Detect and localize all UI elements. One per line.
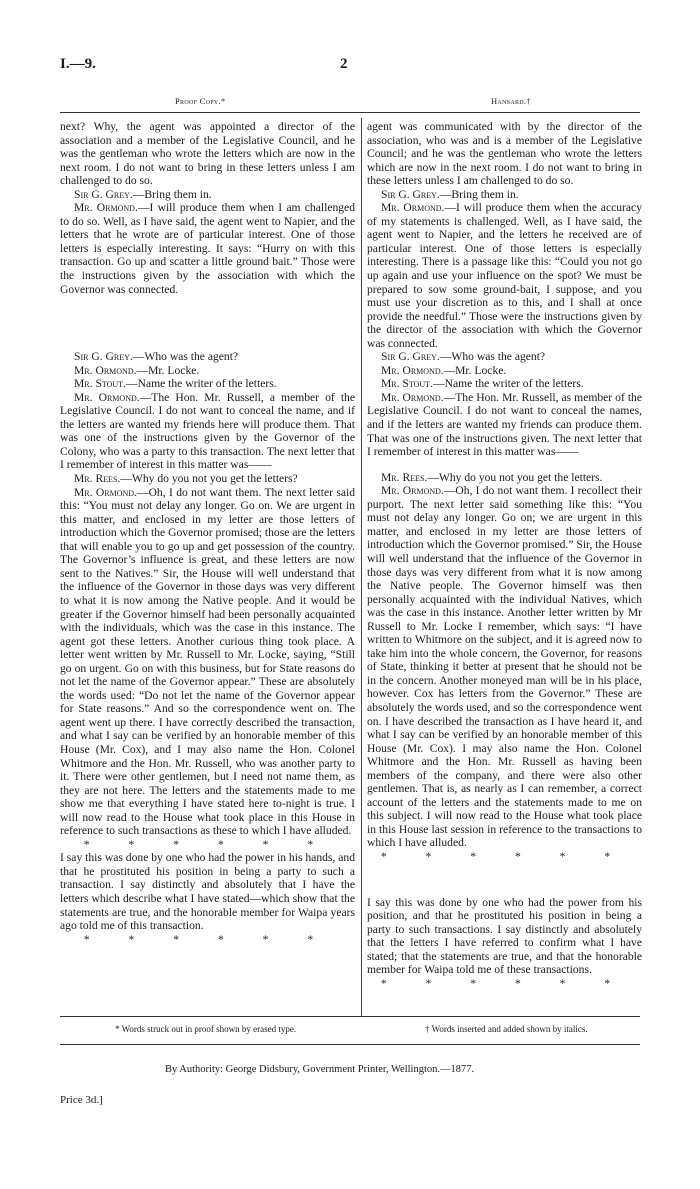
speaker: Mr. Ormond. [381,363,444,377]
right-paragraph [367,377,642,391]
speech: —Name the writer of the letters. [432,377,584,391]
speech: —Name the writer of the letters. [125,377,277,391]
speech: —Oh, I do not want them. I recollect their purport. The next letter said something like this: “You must not delay any longer. Go on; we are urgent in this matter, and enclosed in my letter are those letters of introduction which the Governor promised.” Sir, the House will well understand that the influence of the Governor in those days was very different from what it is now among the Native people. The Governor himself was then personally acquainted with the individual Natives, which was the case in this instance. Another letter written by Mr Russell to Mr. Locke I remember, which says: “I have written to Whitmore on the subject, and it is agreed now to take him into the whole concern, the Governor, for reasons of State, thinking it better at present that he should not be in the concern. Another moneyed man will be in his place, however. Cox has letters from the Governor.” These are absolutely the words used, and so the correspondence went on. I have described the transaction as I have heard it, and what I say can be verified by an honorable member of this House (Mr. Cox). I may also name the Hon. Colonel Whitmore and the Hon. Mr. Russell as having been members of the company, and there were also other gentlemen. That is, as nearly as I can remember, a correct account of the letters and the statements made to me on this subject. I will now read to the House what took place in this House last session in reference to the transactions to which I have alluded. [367,484,643,850]
ellipsis-stars: * * * * * * [83,837,332,851]
speaker: Mr. Ormond. [381,390,444,404]
left-paragraph: I say this was done by one who had the power in his hands, and that he prostituted his position in being a party to such a transaction. I say distinctly and absolutely that I have the letters which describe what I have stated—which show that the statements are true, and the honorable member for Waipa years ago told me of this transaction. [60,851,355,933]
right-paragraph: agent was communicated with by the director of the association, who was and is a member of the Legislative Council; and he was the gentleman who wrote the letters which are now in the next room. I do not want to bring in these letters unless I am challenged to do so. [367,120,642,188]
speech: —Oh, I do not want them. The next letter said this: “You must not delay any longer. Go on. We are urgent in this matter, and enclosed in my letter are those letters of introduction which the Governor promised; those are the letters that will enable you to go up and get possession of the country. The Governor’s influence is great, and these letters are now sent to the Natives.” Sir, the House will well understand that the influence of the Governor in those days was very different to what it is now among the Native people. And it would be greater if the Governor himself had been personally acquainted with the individuals, which was the case in this instance. The agent got these letters. Another curious thing took place. A letter went written by Mr. Russell to Mr. Locke, saying, “Still go on urgent. Go on with this business, but for State reasons do not let the name of the Governor appear.” These are absolutely the words used: “Do not let the name of the Governor appear for State reasons.” And so the correspondence went on. The agent went up there. I have correctly described the transaction, and what I say can be verified by an honorable member of this House (Mr. Cox), and I may also name the Hon. Colonel Whitmore and the Hon. Mr. Russell, who was another party to it. There were other gentlemen, but I need not name them, as they are not here. The letters and the statements made to me show me that everything I have stated here to-night is true. I will now read to the House what took place in this House in reference to such transactions as these to which I have alluded. [60,485,356,838]
right-paragraph [367,484,642,850]
column-divider [361,118,362,1016]
speaker: Mr. Ormond. [381,201,445,215]
bottom-rule [60,1016,640,1017]
left-paragraph [60,486,355,838]
speaker: Sir G. Grey. [381,187,440,201]
ellipsis-stars: * * * * * * [380,849,629,863]
speech: —The Hon. Mr. Russell, a member of the Legislative Council. I do not want to conceal the name, and if the letters are wanted my friends here will produce them. That was one of the instructions given by the Governor of the Colony, who was a party to this transaction. The next letter that I remember of interest in this matter was—— [60,390,355,472]
page-ref: I.—9. [60,56,96,72]
speaker: Mr. Ormond. [74,485,137,499]
right-paragraph [367,391,642,459]
page-number: 2 [340,56,348,72]
speaker: Mr. Stout. [381,377,433,391]
right-paragraph [367,188,642,202]
speaker: Mr. Rees. [74,472,121,486]
right-paragraph [367,201,642,350]
left-paragraph [60,391,355,472]
left-paragraph [60,201,355,296]
speech: —Mr. Locke. [443,363,507,377]
right-column-title: Hansard.† [491,96,531,106]
left-paragraph [60,472,355,486]
speaker: Mr. Ormond. [74,201,138,215]
printer-authority: By Authority: George Didsbury, Government Printer, Wellington.—1877. [165,1064,475,1075]
ellipsis-stars: * * * * * * [83,932,332,946]
left-column-title: Proof Copy.* [175,96,226,106]
speech: —I will produce them when I am challenged to do so. Well, as I have said, the agent went to Napier, and the letters that he wrote are of particular interest. One of those letters is especially interesting. It says: “Hurry on with this transaction. Go up and scatter a little ground bait.” Those were the instructions given by the association with which the Governor was connected. [60,201,355,296]
speech: —Who was the agent? [439,350,546,364]
speech: —Bring them in. [439,187,519,201]
speech: —The Hon. Mr. Russell, as member of the Legislative Council. I do not want to conceal the names, and if the letters are wanted my friends can produce them. That was one of the instructions given. The next letter that I remember of interest in this matter was—— [367,390,642,459]
proof-copy-column [60,120,355,946]
speaker: Sir G. Grey. [381,350,440,364]
speech: —I will produce them when the accuracy of my statements is challenged. Well, as I have said, the agent went to Napier, and the letters he received are of particular interest. One of those letters is especially interesting. There is a passage like this: “Could you not go up again and use your influence on the spot? We must be prepared to sow some ground-bait, I suppose, and you must use your discretion as to this, and I shall at once provide the needful.” Those were the instructions given by the director of the association with which the Governor was connected. [367,201,642,350]
footnote-rule [60,1044,640,1045]
left-paragraph [60,350,355,364]
top-rule [60,112,640,113]
left-paragraph [60,188,355,202]
speaker: Mr. Ormond. [74,390,140,404]
price: Price 3d.] [60,1094,103,1106]
ellipsis-stars: * * * * * * [380,976,629,990]
footnote-proof: * Words struck out in proof shown by erased type. [115,1024,297,1034]
footnote-hansard: † Words inserted and added shown by italics. [425,1024,588,1034]
right-paragraph: I say this was done by one who had the power from his position, and that he prostituted his position in being a party to such transactions. I say distinctly and absolutely that the letters I have referred to confirm what I have stated; that the statements are true, and that the honorable member for Waipa told me of these transactions. [367,895,642,977]
speaker: Mr. Rees. [381,470,428,484]
left-paragraph [60,364,355,378]
speaker: Mr. Ormond. [381,484,444,498]
speech: —Who was the agent? [132,350,239,364]
right-paragraph [367,471,642,485]
hansard-column [367,120,642,990]
left-paragraph: next? Why, the agent was appointed a director of the association and a member of the Legislative Council, and he was the gentleman who wrote the letters which are now in the next room. I do not want to bring in these letters unless I am challenged to do so. [60,120,355,188]
speaker: Sir G. Grey. [74,187,133,201]
right-paragraph [367,350,642,364]
left-paragraph [60,377,355,391]
speech: —Why do you not you get the letters. [427,470,603,484]
right-paragraph [367,364,642,378]
speech: —Why do you not you get the letters? [120,472,298,486]
speech: —Mr. Locke. [136,363,200,377]
speaker: Mr. Stout. [74,377,126,391]
speaker: Mr. Ormond. [74,363,137,377]
speech: —Bring them in. [132,187,212,201]
speaker: Sir G. Grey. [74,350,133,364]
